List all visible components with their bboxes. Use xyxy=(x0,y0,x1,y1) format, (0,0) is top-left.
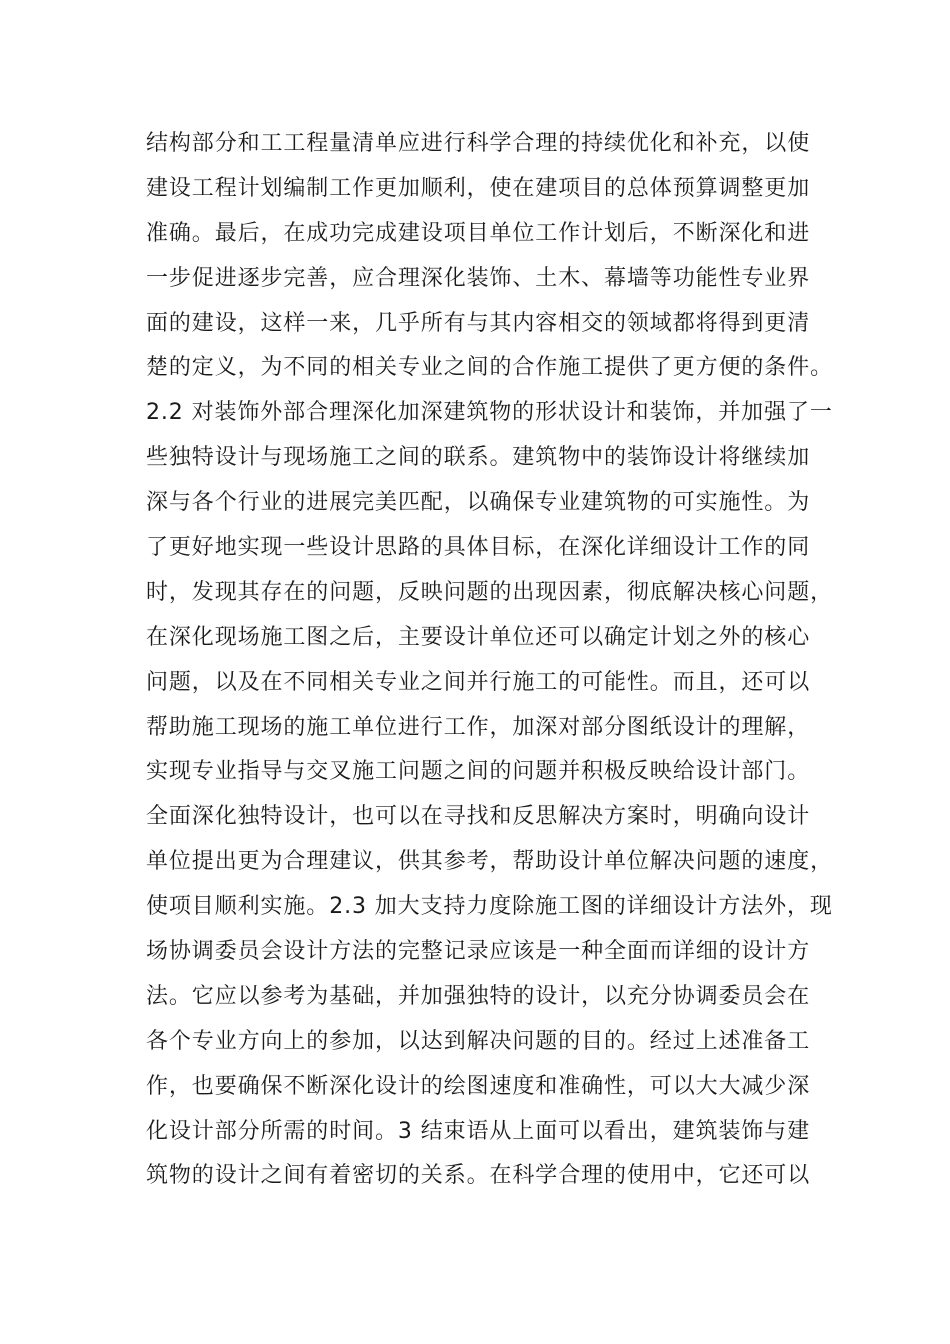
body-text xyxy=(146,122,834,1199)
text-line: 帮助施工现场的施工单位进行工作，加深对部分图纸设计的理解， xyxy=(146,714,811,740)
text-line: 场协调委员会设计方法的完整记录应该是一种全面而详细的设计方 xyxy=(146,939,811,965)
text-line: 建设工程计划编制工作更加顺利，使在建项目的总体预算调整更加 xyxy=(146,175,811,201)
text-line: 些独特设计与现场施工之间的联系。建筑物中的装饰设计将继续加 xyxy=(146,445,811,471)
text-line: 时，发现其存在的问题，反映问题的出现因素，彻底解决核心问题， xyxy=(146,579,834,605)
text-line: 了更好地实现一些设计思路的具体目标，在深化详细设计工作的同 xyxy=(146,535,811,561)
text-line: 准确。最后，在成功完成建设项目单位工作计划后，不断深化和进 xyxy=(146,220,811,246)
text-line: 单位提出更为合理建议，供其参考，帮助设计单位解决问题的速度， xyxy=(146,849,834,875)
text-line: 实现专业指导与交叉施工问题之间的问题并积极反映给设计部门。 xyxy=(146,759,811,785)
text-line: 问题，以及在不同相关专业之间并行施工的可能性。而且，还可以 xyxy=(146,669,811,695)
text-line: 深与各个行业的进展完美匹配，以确保专业建筑物的可实施性。为 xyxy=(146,490,811,516)
text-line: 面的建设，这样一来，几乎所有与其内容相交的领域都将得到更清 xyxy=(146,310,811,336)
text-line: 法。它应以参考为基础，并加强独特的设计，以充分协调委员会在 xyxy=(146,983,811,1009)
text-line: 2.2 对装饰外部合理深化加深建筑物的形状设计和装饰，并加强了一 xyxy=(146,400,833,426)
text-line: 一步促进逐步完善，应合理深化装饰、土木、幕墙等功能性专业界 xyxy=(146,265,811,291)
text-line: 在深化现场施工图之后，主要设计单位还可以确定计划之外的核心 xyxy=(146,624,811,650)
text-line: 作，也要确保不断深化设计的绘图速度和准确性，可以大大减少深 xyxy=(146,1073,811,1099)
text-line: 楚的定义，为不同的相关专业之间的合作施工提供了更方便的条件。 xyxy=(146,355,834,381)
text-line: 使项目顺利实施。2.3 加大支持力度除施工图的详细设计方法外，现 xyxy=(146,894,833,920)
text-line: 结构部分和工工程量清单应进行科学合理的持续优化和补充，以使 xyxy=(146,131,811,156)
text-line: 筑物的设计之间有着密切的关系。在科学合理的使用中，它还可以 xyxy=(146,1163,811,1189)
text-line: 化设计部分所需的时间。3 结束语从上面可以看出，建筑装饰与建 xyxy=(146,1118,810,1144)
text-line: 各个专业方向上的参加，以达到解决问题的目的。经过上述准备工 xyxy=(146,1028,811,1054)
text-line: 全面深化独特设计，也可以在寻找和反思解决方案时，明确向设计 xyxy=(146,804,811,830)
